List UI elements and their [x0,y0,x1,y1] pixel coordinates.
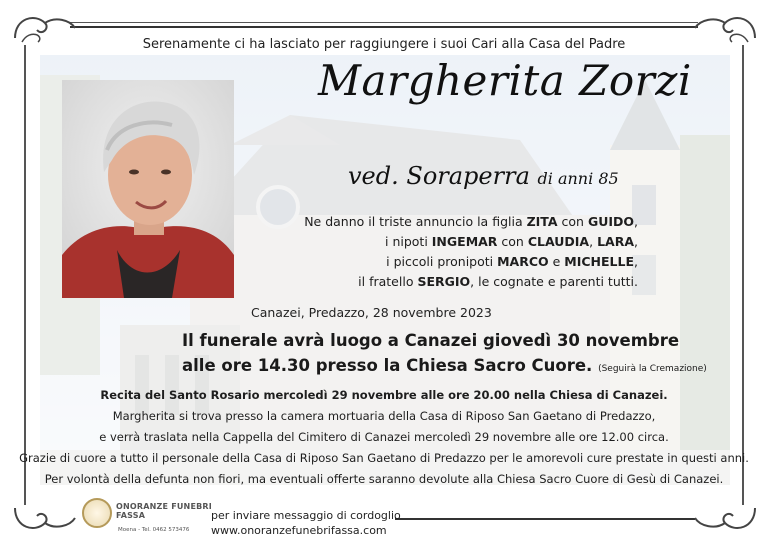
flowers-note: Per volontà della defunta non fiori, ma eventuali offerte saranno devolute alla Chiesa Sacro Cuore di Gesù di Canazei. [44,472,724,486]
funeral-time-place: alle ore 14.30 presso la Chiesa Sacro Cuore. [182,356,593,375]
portrait-photo [62,80,234,298]
family-announcement [304,212,638,292]
mortuary-line-1: Margherita si trova presso la camera mortuaria della Casa di Riposo San Gaetano di Predazzo, [112,409,656,423]
funeral-home-logo [82,496,212,536]
headline: Serenamente ci ha lasciato per raggiungere i suoi Cari alla Casa del Padre [142,37,626,52]
place-date: Canazei, Predazzo, 28 novembre 2023 [251,305,492,320]
corner-ornament-bottom-left [10,498,80,538]
website-link[interactable]: www.onoranzefunebrifassa.com [211,524,387,537]
cremation-note: (Seguirà la Cremazione) [598,364,707,374]
family-member-name: LARA [597,234,635,249]
details-block [0,385,768,490]
announcement-text: il fratello [358,274,418,289]
announcement-text: , [634,254,638,269]
announcement-line [304,252,638,272]
announcement-text: , [634,234,638,249]
announcement-line [304,272,638,292]
announcement-text: e [548,254,565,269]
announcement-text: , [634,214,638,229]
frame-line-top [70,22,698,23]
logo-emblem-icon [82,498,112,528]
widow-surname: ved. Soraperra [348,162,530,190]
corner-ornament-bottom-right [690,498,760,538]
family-member-name: SERGIO [417,274,471,289]
frame-line-bottom [395,518,695,520]
mortuary-line-2: e verrà traslata nella Cappella del Cimitero di Canazei mercoledì 29 novembre alle ore 12.00 circa. [99,430,669,444]
announcement-text: i piccoli pronipoti [386,254,498,269]
announcement-text: con [497,234,528,249]
announcement-text: i nipoti [385,234,432,249]
frame-line-top-inner [70,26,698,28]
deceased-name: Margherita Zorzi [318,56,692,105]
logo-contact: Moena - Tel. 0462 573476 [118,527,190,533]
family-member-name: MARCO [497,254,549,269]
family-member-name: ZITA [526,214,558,229]
announcement-text: con [557,214,588,229]
family-member-name: MICHELLE [564,254,635,269]
rosary-text: Recita del Santo Rosario mercoledì 29 novembre alle ore 20.00 nella Chiesa di Canazei. [100,388,668,402]
thanks-text: Grazie di cuore a tutto il personale della Casa di Riposo San Gaetano di Predazzo per le amorevoli cure prestate in questi anni. [19,451,749,465]
family-member-name: INGEMAR [431,234,498,249]
funeral-line-2 [182,353,707,382]
logo-name: ONORANZE FUNEBRI FASSA [116,502,212,520]
condolence-cta: per inviare messaggio di cordoglio [211,509,401,522]
announcement-text: , le cognate e parenti tutti. [470,274,638,289]
funeral-info [182,328,707,382]
announcement-text: Ne danno il triste annuncio la figlia [304,214,527,229]
announcement-text: , [589,234,598,249]
widow-name-line [348,162,619,190]
announcement-line [304,232,638,252]
age-text: di anni 85 [537,169,619,188]
funeral-line-1: Il funerale avrà luogo a Canazei giovedì 30 novembre [182,331,680,350]
family-member-name: CLAUDIA [527,234,590,249]
family-member-name: GUIDO [587,214,635,229]
announcement-line [304,212,638,232]
